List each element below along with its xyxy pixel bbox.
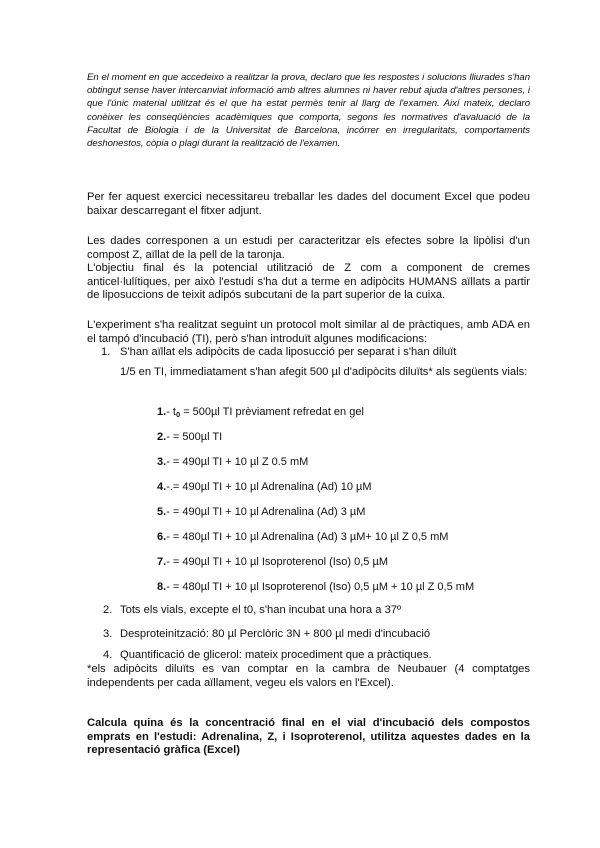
vial-item: 8.- = 480µl TI + 10 µl Isoproterenol (Iso) 0,5 µM + 10 µl Z 0,5 mM (157, 581, 475, 593)
protocol-step-3: 3. Desproteinització: 80 µl Perclòric 3N + 800 µl medi d'incubació (103, 628, 431, 640)
vial-item: 3.- = 490µl TI + 10 µl Z 0.5 mM (157, 456, 309, 468)
study-objective: L'objectiu final és la potencial utilització de Z com a component de cremes anticel·lulítiques, per això l'estudi s'ha dut a terme en adipòcits HUMANS aïllats a partir de liposuccions de teixit adipós subcutani de la part superior de la cuixa. (87, 262, 530, 302)
step-1-continuation: 1/5 en TI, immediatament s'han afegit 500 µl d'adipòcits diluïts* als següents vials: (120, 366, 528, 378)
study-description: Les dades corresponen a un estudi per caracteritzar els efectes sobre la lipòlisi d'un compost Z, aïllat de la pell de la taronja. (87, 235, 530, 261)
vial-item: 6.- = 480µl TI + 10 µl Adrenalina (Ad) 3 µM+ 10 µl Z 0,5 mM (157, 531, 449, 543)
exam-question: Calcula quina és la concentració final en el vial d'incubació dels compostos emprats en l'estudi: Adrenalina, Z, i Isoproterenol, utilitza aquestes dades en la representació gràfica (Excel) (87, 717, 530, 757)
intro-data-paragraph (87, 235, 530, 303)
footnote: *els adipòcits diluïts es van comptar en la cambra de Neubauer (4 comptatges independents per cada aïllament, vegeu els valors en l'Excel). (87, 663, 530, 689)
honesty-declaration: En el moment en que accedeixo a realitzar la prova, declaro que les respostes i solucions lliurades s'han obtingut sense haver intercanviat informació amb altres alumnes ni haver rebut ajuda d'altres persones, i que l'únic material utilitzat és el que ha estat permès tenir al llarg de l'examen. Així mateix, declaro conèixer les conseqüències acadèmiques que comporta, segons les normatives d'avaluació de la Facultat de Biologia i de la Universitat de Barcelona, incórrer en irregularitats, comportaments deshonestos, còpia o plagi durant la realització de l'examen. (87, 72, 530, 150)
step-1-first-line: S'han aïllat els adipòcits de cada liposucció per separat i s'han diluït (120, 346, 457, 358)
vial-item: 5.- = 490µl TI + 10 µl Adrenalina (Ad) 3 µM (157, 506, 366, 518)
intro-excel-paragraph: Per fer aquest exercici necessitareu treballar les dades del document Excel que podeu baixar descarregant el fitxer adjunt. (87, 191, 530, 217)
vial-item: 7.- = 490µl TI + 10 µl Isoproterenol (Iso) 0,5 µM (157, 556, 388, 568)
protocol-step-1 (87, 346, 530, 380)
intro-experiment-paragraph: L'experiment s'ha realitzat seguint un protocol molt similar al de pràctiques, amb ADA en el tampó d'incubació (TI), però s'han introduït algunes modificacions: (87, 319, 530, 345)
vial-item: 4.-.= 490µl TI + 10 µl Adrenalina (Ad) 10 µM (157, 481, 372, 493)
protocol-step-2: 2. Tots els vials, excepte el t0, s'han incubat una hora a 37º (103, 604, 402, 616)
vial-item: 2.- = 500µl TI (157, 431, 223, 443)
step-number: 1. (101, 346, 111, 358)
vial-item: 1.- $t_0 = 500\mu l$ TI prèviament refredat en gel (157, 406, 364, 419)
protocol-step-4: 4. Quantificació de glicerol: mateix procediment que a pràctiques. (103, 649, 432, 661)
